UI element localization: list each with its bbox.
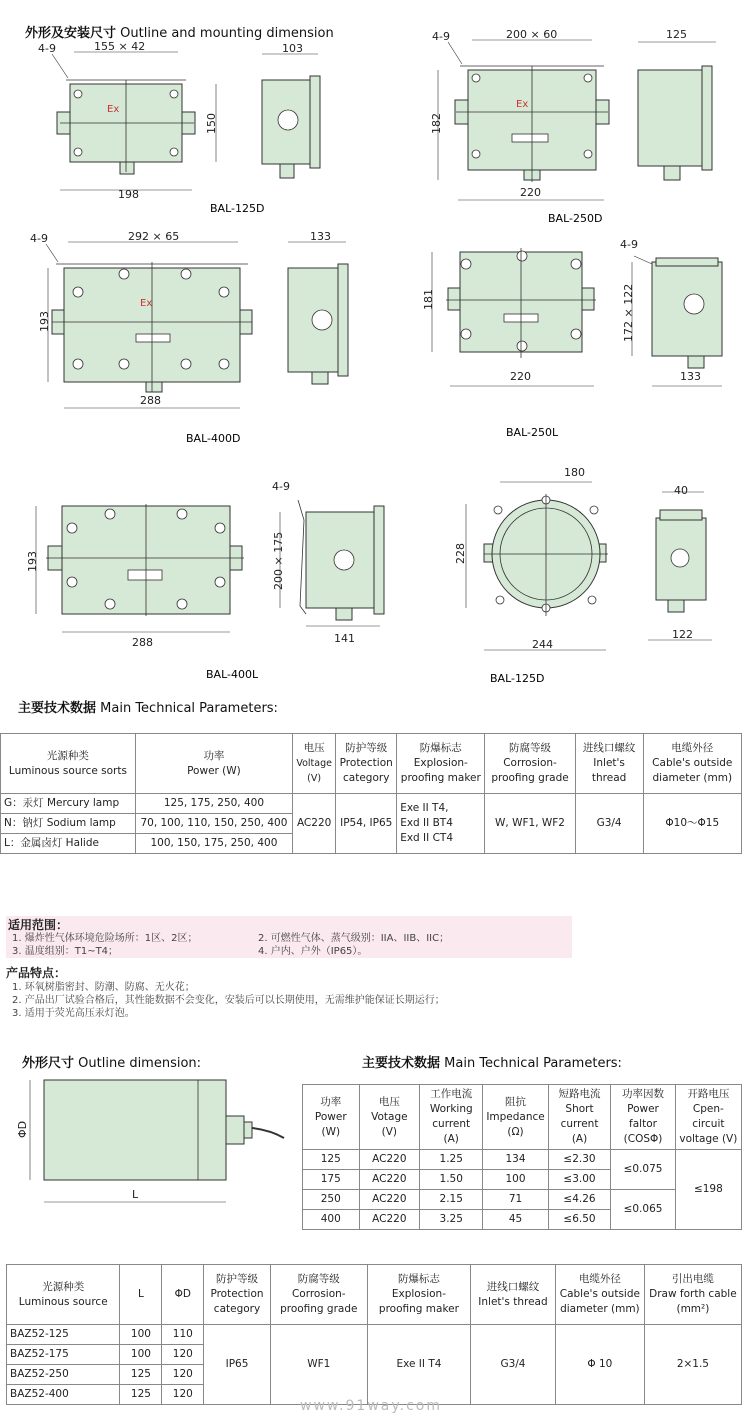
drawing-baz52 — [0, 1070, 300, 1220]
params-header-2: 主要技术数据 Main Technical Parameters: — [362, 1056, 622, 1071]
table-cell: ≤0.075 — [611, 1150, 675, 1190]
table-cell: G3/4 — [575, 794, 643, 854]
dim-text: 125 — [666, 28, 687, 41]
dim-text: 4-9 — [432, 30, 450, 43]
dim-text: 220 — [510, 370, 531, 383]
dim-text: 4-9 — [620, 238, 638, 251]
drawing-bal250l-front — [432, 248, 596, 386]
dim-text: 133 — [680, 370, 701, 383]
model-label: BAL-250L — [506, 426, 559, 439]
features-block: 产品特点： 1. 环氧树脂密封、防潮、防腐、无火花； 2. 产品出厂试验合格后，其性能数据不会变化，安装后可以长期使用，无需维护能保证长期运行； 3. 适用于荧光高压汞灯泡。 — [6, 966, 445, 1019]
table-cell: AC220 — [293, 794, 336, 854]
dim-text: 150 — [205, 113, 218, 134]
dim-text: 288 — [132, 636, 153, 649]
table-cell: 125, 175, 250, 400 — [135, 794, 292, 814]
table-cell: N：钠灯 Sodium lamp — [1, 814, 136, 834]
dim-text: L — [132, 1188, 139, 1201]
params-header-1: 主要技术数据 Main Technical Parameters: — [18, 701, 278, 716]
table-cell: G：汞灯 Mercury lamp — [1, 794, 136, 814]
table-cell: 100, 150, 175, 250, 400 — [135, 834, 292, 854]
dim-text: 288 — [140, 394, 161, 407]
ex-mark: Ex — [107, 104, 120, 115]
dim-text: 4-9 — [272, 480, 290, 493]
drawing-bal400l-side — [280, 500, 384, 626]
dim-text: 180 — [564, 466, 585, 479]
model-label: BAL-125D — [490, 672, 545, 685]
outline-drawings — [0, 0, 751, 690]
dim-text: 182 — [430, 113, 443, 134]
drawing-bal250l-side — [632, 256, 722, 386]
scope-block: 适用范围： 1. 爆炸性气体环境危险场所：1区、2区； 2. 可燃性气体、蒸气级别：IIA、IIB、IIC； 3. 温度组别：T1~T4； 4. 户内、户外（IP65）。 — [6, 916, 572, 958]
params-table-3: 光源种类 Luminous source L ΦD 防护等级 Protection category 防腐等级 Corrosion-proofing grade 防爆标志 Explosion-proofing maker 进线口螺纹 Inlet's thread 电缆外径 Cable's outside diameter (mm) 引出电缆 Draw forth cable (mm²) BAZ52-125 100 110 IP65 WF1 Exe II T4 G3/4 Φ 10 2×1.5 BAZ52-175 100 120 BAZ52-250 125 120 BAZ52-400 125 120 — [6, 1264, 742, 1405]
model-label: BAL-250D — [548, 212, 603, 225]
dim-text: 220 — [520, 186, 541, 199]
dim-text: 40 — [674, 484, 688, 497]
dim-text: ΦD — [16, 1120, 29, 1138]
model-label: BAL-400D — [186, 432, 241, 445]
drawing-bal400d-front — [46, 242, 252, 408]
dim-text: 141 — [334, 632, 355, 645]
params-table-2: 功率 Power (W) 电压 Votage (V) 工作电流 Working current (A) 阻抗 Impedance (Ω) 短路电流 Short current (A) 功率因数 Power faltor (COSΦ) 开路电压 Cpen-circuit voltage (V) 125 AC220 1.25 134 ≤2.30 ≤0.075 ≤198 175 AC220 1.50 100 ≤3.00 250 AC220 2.15 71 ≤4.26 ≤0.065 400 AC220 3.25 45 ≤6.50 — [302, 1084, 742, 1230]
dim-text: 172 × 122 — [622, 283, 635, 342]
outline-header: 外形及安装尺寸 Outline and mounting dimension — [25, 26, 334, 41]
drawing-bal125d-side — [262, 54, 320, 178]
table-cell: IP54, IP65 — [336, 794, 397, 854]
dim-text: 198 — [118, 188, 139, 201]
drawing-bal400d-side — [288, 242, 348, 384]
watermark: www.91way.com — [300, 1398, 442, 1414]
drawing-bal125d-round-front — [466, 482, 608, 650]
drawing-bal400l-front — [36, 504, 244, 632]
outline-header-2: 外形尺寸 Outline dimension: — [22, 1056, 202, 1071]
table-cell: 70, 100, 110, 150, 250, 400 — [135, 814, 292, 834]
drawing-bal250d-front — [438, 40, 609, 200]
dim-text: 200 × 175 — [272, 531, 285, 590]
dim-text: 155 × 42 — [94, 40, 146, 53]
dim-text: 181 — [422, 289, 435, 310]
dim-text: 133 — [310, 230, 331, 243]
dim-text: 228 — [454, 543, 467, 564]
table-cell: L：金属卤灯 Halide — [1, 834, 136, 854]
dim-text: 193 — [26, 551, 39, 572]
dim-text: 193 — [38, 311, 51, 332]
dim-text: 122 — [672, 628, 693, 641]
dim-text: 4-9 — [30, 232, 48, 245]
drawing-bal125d-round-side — [648, 492, 712, 640]
ex-mark: Ex — [516, 99, 529, 110]
dim-text: 4-9 — [38, 42, 56, 55]
table-cell: Φ10～Φ15 — [643, 794, 741, 854]
dim-text: 244 — [532, 638, 553, 651]
table-cell: ≤0.065 — [611, 1190, 675, 1230]
model-label: BAL-400L — [206, 668, 259, 681]
model-label: BAL-125D — [210, 202, 265, 215]
ex-mark: Ex — [140, 298, 153, 309]
dim-text: 103 — [282, 42, 303, 55]
dim-text: 200 × 60 — [506, 28, 558, 41]
table-cell: W, WF1, WF2 — [485, 794, 575, 854]
params-table-1: 光源种类 Luminous source sorts 功率 Power (W) 电压 Voltage (V) 防护等级 Protection category 防爆标志 Explosion-proofing maker 防腐等级 Corrosion-proofing grade 进线口螺纹 Inlet's thread 电缆外径 Cable's outside diameter (mm) G：汞灯 Mercury lamp 125, 175, 250, 400 AC220 IP54, IP65 Exe II T4, Exd II BT4 Exd II CT4 W, WF1, WF2 G3/4 Φ10～Φ15 N：钠灯 Sodium lamp 70, 100, 110, 150, 250, 400 L：金属卤灯 Halide 100, 150, 175, 250, 400 — [0, 733, 742, 854]
dim-text: 292 × 65 — [128, 230, 180, 243]
drawing-bal125d-front — [52, 52, 216, 190]
drawing-bal250d-side — [638, 42, 716, 180]
table-cell: ≤198 — [675, 1150, 741, 1230]
